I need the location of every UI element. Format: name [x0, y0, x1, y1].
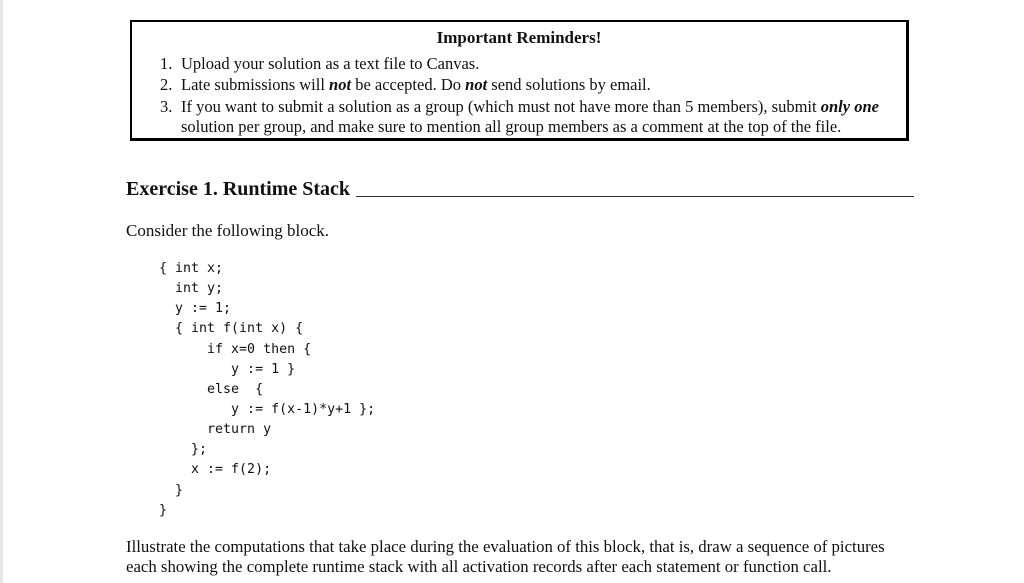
reminders-title: Important Reminders! [436, 28, 602, 47]
code-block [159, 259, 375, 521]
code-line: y := f(x-1)*y+1 }; [159, 401, 376, 417]
code-line: }; [159, 442, 208, 458]
reminder-text-continued: solution per group, and make sure to mention all group members as a comment at the top of the file. [181, 117, 842, 136]
instructions-line: each showing the complete runtime stack with all activation records after each statement or function call. [126, 556, 832, 576]
important-reminders-box [130, 20, 909, 141]
code-line: y := 1; [159, 301, 232, 317]
reminder-number: 2. [160, 75, 173, 94]
code-line: { int x; [159, 261, 224, 276]
reminder-text-part: If you want to submit a solution as a group (which must not have more than 5 members), submit [181, 97, 821, 116]
reminder-text-part: send solutions by email. [487, 75, 651, 94]
emphasis-not: not [329, 75, 352, 94]
exercise-instructions [126, 537, 916, 576]
page-left-edge [0, 0, 3, 583]
code-line: else { [159, 381, 264, 397]
code-line: return y [159, 422, 272, 438]
code-line: if x=0 then { [159, 341, 312, 357]
code-line: x := f(2); [159, 462, 272, 478]
instructions-line: Illustrate the computations that take place during the evaluation of this block, that is, draw a sequence of pictures [126, 537, 885, 556]
exercise-intro: Consider the following block. [126, 221, 330, 240]
code-line: } [159, 502, 168, 518]
reminder-text-part: Late submissions will [181, 75, 330, 94]
reminder-text [181, 97, 879, 118]
reminder-number: 1. [160, 54, 173, 73]
heading-rule [356, 196, 914, 197]
code-line: int y; [159, 281, 224, 297]
emphasis-only-one: only one [820, 97, 879, 116]
reminder-text [181, 75, 651, 96]
reminder-text-part: be accepted. Do [351, 75, 466, 94]
reminder-item-3 [160, 97, 902, 139]
emphasis-not: not [465, 75, 488, 94]
reminder-text: Upload your solution as a text file to Canvas. [181, 54, 480, 73]
exercise-heading: Exercise 1. Runtime Stack [126, 178, 356, 201]
code-line: { int f(int x) { [159, 321, 304, 337]
reminder-number: 3. [160, 97, 173, 116]
code-line: } [159, 482, 184, 498]
code-line: y := 1 } [159, 361, 296, 377]
